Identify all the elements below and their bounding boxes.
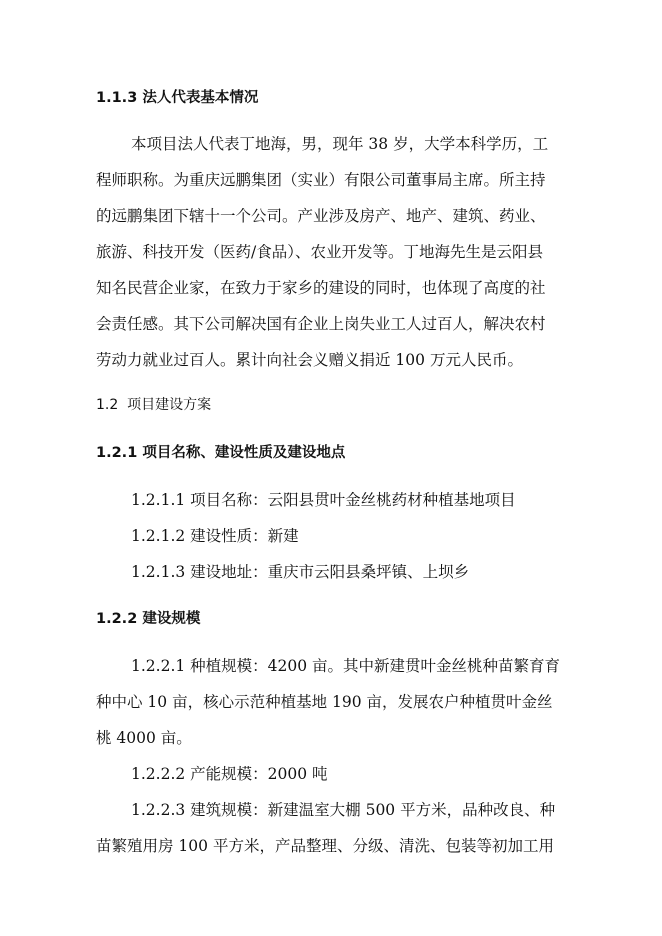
heading-1-2-1: 1.2.1 项目名称、建设性质及建设地点 bbox=[96, 445, 346, 461]
paragraph-line: 劳动力就业过百人。累计向社会义赠义捐近 100 万元人民币。 bbox=[96, 351, 523, 369]
paragraph-line: 1.2.2.3 建筑规模：新建温室大棚 500 平方米，品种改良、种 bbox=[131, 801, 556, 819]
paragraph-line: 旅游、科技开发（医药/食品）、农业开发等。丁地海先生是云阳县 bbox=[96, 243, 543, 261]
paragraph-line: 的远鹏集团下辖十一个公司。产业涉及房产、地产、建筑、药业、 bbox=[96, 207, 546, 225]
heading-1-2: 1.2 项目建设方案 bbox=[96, 397, 212, 413]
list-item: 1.2.1.3 建设地址：重庆市云阳县桑坪镇、上坝乡 bbox=[131, 563, 470, 581]
list-item: 1.2.1.1 项目名称：云阳县贯叶金丝桃药材种植基地项目 bbox=[131, 491, 516, 509]
paragraph-line: 种中心 10 亩，核心示范种植基地 190 亩，发展农户种植贯叶金丝 bbox=[96, 693, 553, 711]
paragraph-line: 苗繁殖用房 100 平方米，产品整理、分级、清洗、包装等初加工用 bbox=[96, 837, 554, 855]
heading-1-2-2: 1.2.2 建设规模 bbox=[96, 611, 201, 627]
paragraph-line: 1.2.2.1 种植规模：4200 亩。其中新建贯叶金丝桃种苗繁育育 bbox=[131, 657, 561, 675]
paragraph-line: 知名民营企业家，在致力于家乡的建设的同时，也体现了高度的社 bbox=[96, 279, 546, 297]
list-item: 1.2.1.2 建设性质：新建 bbox=[131, 527, 299, 545]
paragraph-line: 会责任感。其下公司解决国有企业上岗失业工人过百人，解决农村 bbox=[96, 315, 546, 333]
paragraph-line: 本项目法人代表丁地海，男，现年 38 岁，大学本科学历，工 bbox=[131, 135, 549, 153]
paragraph-line: 1.2.2.2 产能规模：2000 吨 bbox=[131, 765, 328, 783]
paragraph-line: 程师职称。为重庆远鹏集团（实业）有限公司董事局主席。所主持 bbox=[96, 171, 546, 189]
paragraph-line: 桃 4000 亩。 bbox=[96, 729, 192, 747]
heading-1-1-3: 1.1.3 法人代表基本情况 bbox=[96, 90, 259, 106]
